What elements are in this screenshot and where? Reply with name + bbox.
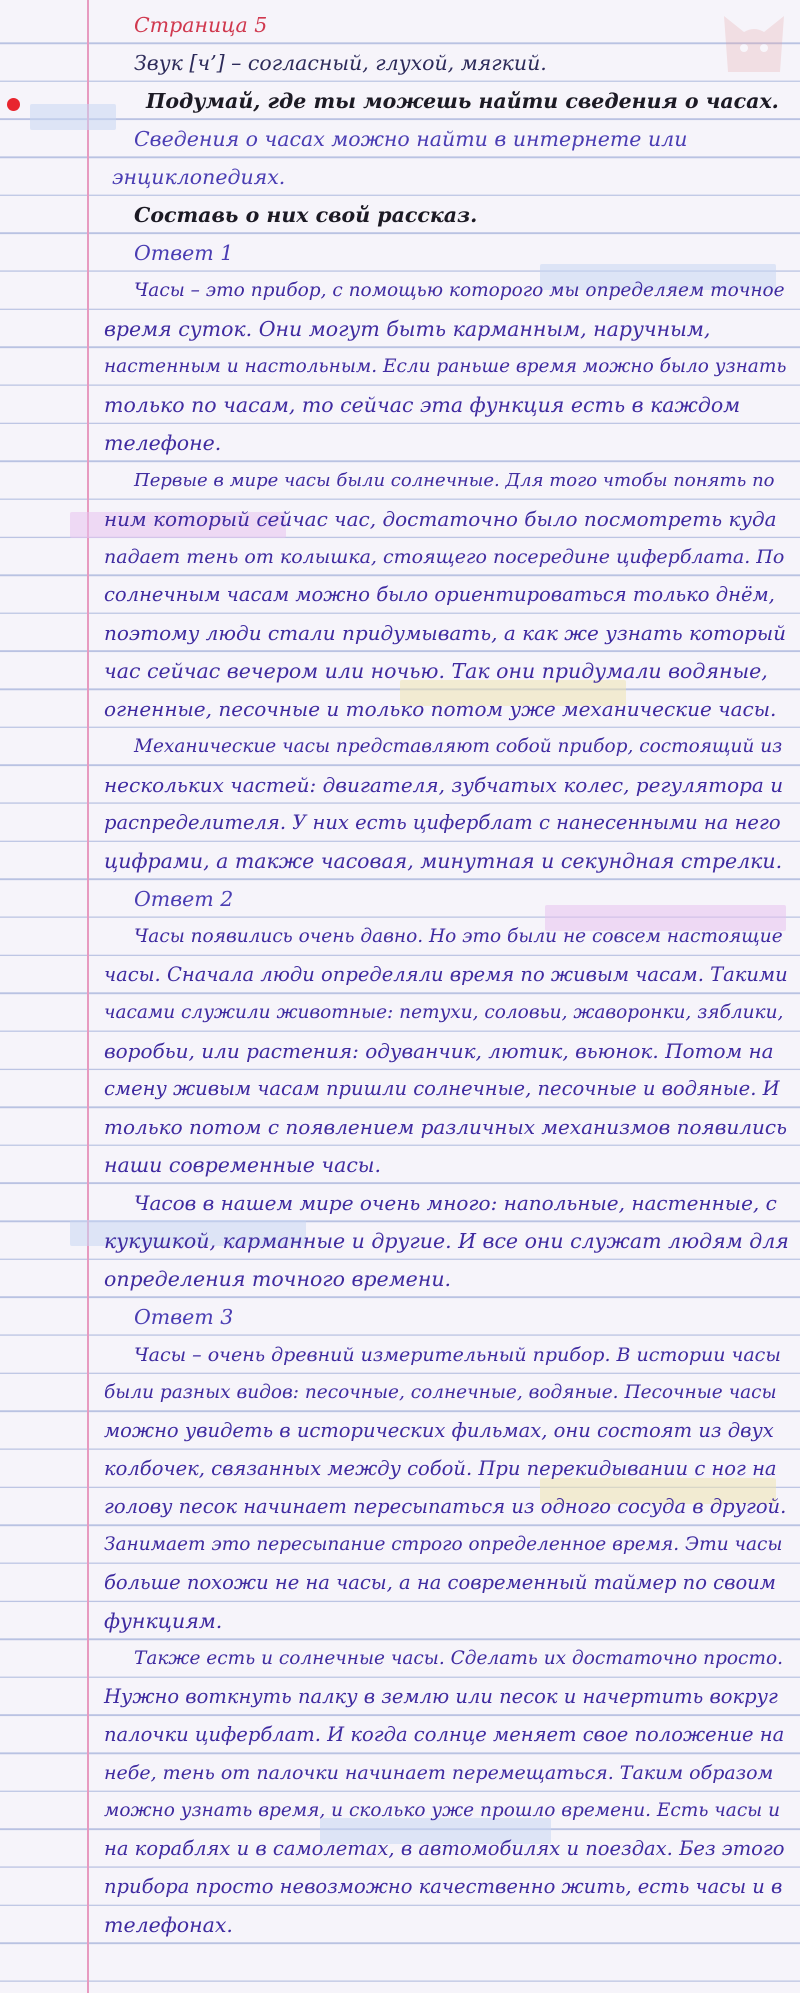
- answer-text-line: только потом с появлением различных механизмов появились: [104, 1115, 787, 1139]
- answer-text-line: Часов в нашем мире очень много: напольные, настенные, с: [134, 1191, 777, 1215]
- answer-text-line: Занимает это пересыпание строго определенное время. Эти часы: [104, 1534, 783, 1555]
- answer-text-line: Нужно воткнуть палку в землю или песок и начертить вокруг: [104, 1685, 778, 1708]
- answer-text-line: Также есть и солнечные часы. Сделать их достаточно просто.: [134, 1648, 783, 1669]
- answer-text-line: телефоне.: [104, 431, 222, 455]
- answer-text-line: определения точного времени.: [104, 1267, 452, 1291]
- watermark-band: [30, 104, 116, 130]
- answer-text-line: можно узнать время, и сколько уже прошло времени. Есть часы и: [104, 1800, 781, 1821]
- sound-line: Звук [ч’] – согласный, глухой, мягкий.: [134, 51, 547, 75]
- answer-text-line: Часы – это прибор, с помощью которого мы определяем точное: [134, 280, 785, 301]
- notebook-margin-line: [87, 0, 89, 1993]
- answer-text-line: больше похожи не на часы, а на современный таймер по своим: [104, 1571, 776, 1594]
- answer-text-line: час сейчас вечером или ночью. Так они придумали водяные,: [104, 659, 768, 683]
- answer-text-line: наши современные часы.: [104, 1153, 382, 1177]
- watermark-logo-icon: [714, 2, 794, 82]
- answer-text-line: только по часам, то сейчас эта функция есть в каждом: [104, 393, 741, 417]
- answer-text-line: прибора просто невозможно качественно жить, есть часы и в: [104, 1875, 783, 1898]
- answer-text-line: Часы появились очень давно. Но это были не совсем настоящие: [134, 926, 783, 947]
- answer-text-line: распределителя. У них есть циферблат с нанесенными на него: [104, 811, 781, 834]
- answer-heading: Ответ 2: [134, 887, 234, 911]
- task-2: Составь о них свой рассказ.: [134, 203, 478, 227]
- answer-text-line: смену живым часам пришли солнечные, песочные и водяные. И: [104, 1077, 780, 1100]
- answer-text-line: палочки циферблат. И когда солнце меняет свое положение на: [104, 1723, 785, 1746]
- answer-heading: Ответ 3: [134, 1305, 234, 1329]
- answer-text-line: настенным и настольным. Если раньше время можно было узнать: [104, 356, 787, 377]
- answer-text-line: часы. Сначала люди определяли время по живым часам. Такими: [104, 963, 788, 986]
- answer-text-line: телефонах.: [104, 1913, 233, 1937]
- answer-text-line: на кораблях и в самолетах, в автомобилях и поездах. Без этого: [104, 1837, 785, 1860]
- answer-heading: Ответ 1: [134, 241, 234, 265]
- answer-task-1-line: энциклопедиях.: [112, 165, 286, 189]
- answer-text-line: нескольких частей: двигателя, зубчатых колес, регулятора и: [104, 773, 784, 797]
- answer-text-line: функциям.: [104, 1609, 223, 1633]
- answer-text-line: воробьи, или растения: одуванчик, лютик, вьюнок. Потом на: [104, 1039, 774, 1063]
- answer-text-line: Первые в мире часы были солнечные. Для того чтобы понять по: [134, 470, 775, 491]
- answer-text-line: кукушкой, карманные и другие. И все они служат людям для: [104, 1229, 789, 1253]
- answer-text-line: были разных видов: песочные, солнечные, водяные. Песочные часы: [104, 1382, 777, 1403]
- answer-text-line: голову песок начинает пересыпаться из одного сосуда в другой.: [104, 1495, 787, 1518]
- answer-text-line: время суток. Они могут быть карманным, наручным,: [104, 317, 711, 341]
- answer-text-line: Часы – очень древний измерительный прибор. В истории часы: [134, 1344, 781, 1366]
- bullet-icon: [7, 98, 20, 111]
- answer-text-line: солнечным часам можно было ориентироваться только днём,: [104, 583, 775, 606]
- answer-text-line: падает тень от колышка, стоящего посередине циферблата. По: [104, 546, 785, 568]
- answer-task-1-line: Сведения о часах можно найти в интернете или: [134, 127, 688, 151]
- page-label: Страница 5: [134, 13, 268, 37]
- answer-text-line: часами служили животные: петухи, соловьи, жаворонки, зяблики,: [104, 1002, 784, 1023]
- answer-text-line: Механические часы представляют собой прибор, состоящий из: [134, 736, 783, 757]
- answer-text-line: колбочек, связанных между собой. При перекидывании с ног на: [104, 1457, 777, 1480]
- answer-text-line: цифрами, а также часовая, минутная и секундная стрелки.: [104, 849, 783, 873]
- answer-text-line: огненные, песочные и только потом уже механические часы.: [104, 697, 777, 721]
- answer-text-line: можно увидеть в исторических фильмах, они состоят из двух: [104, 1419, 774, 1442]
- answer-text-line: небе, тень от палочки начинает перемещаться. Таким образом: [104, 1762, 774, 1784]
- answer-text-line: поэтому люди стали придумывать, а как же узнать который: [104, 621, 786, 645]
- answer-text-line: ним который сейчас час, достаточно было посмотреть куда: [104, 507, 777, 531]
- task-1: Подумай, где ты можешь найти сведения о часах.: [146, 89, 779, 113]
